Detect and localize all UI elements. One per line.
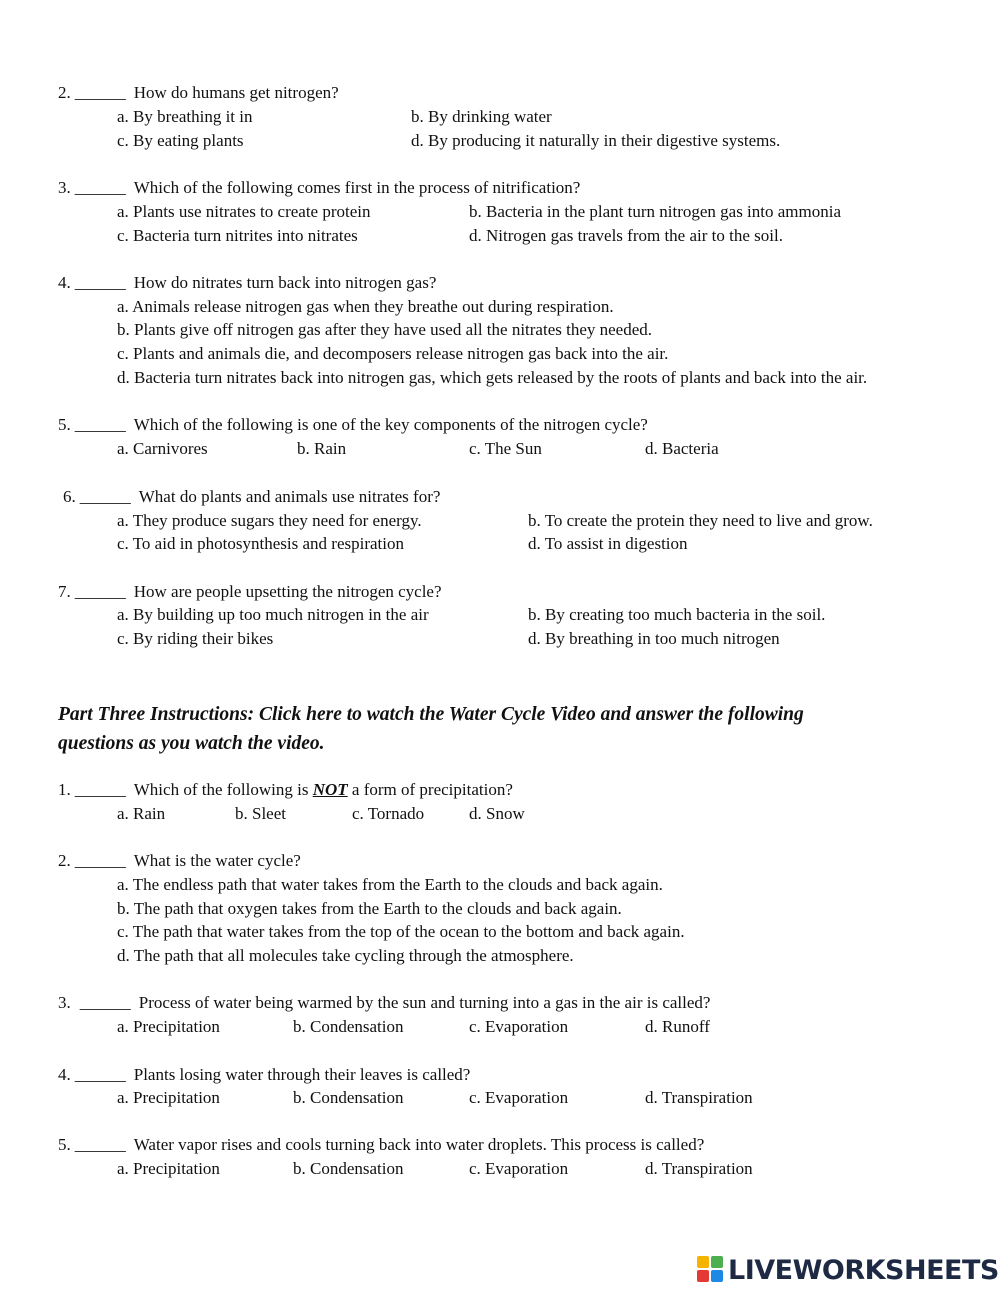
option-d: d. Bacteria turn nitrates back into nitrogen gas, which gets released by the roots of plants and back into the air. <box>117 368 868 387</box>
question-4 <box>58 272 436 294</box>
option-d: d. Transpiration <box>645 1159 753 1178</box>
water-question-5 <box>58 1134 704 1156</box>
logo-text: LIVEWORKSHEETS <box>728 1254 999 1286</box>
option-c: c. Bacteria turn nitrites into nitrates <box>117 226 358 245</box>
question-text: How do humans get nitrogen? <box>133 83 339 102</box>
option-c: c. Evaporation <box>469 1088 569 1107</box>
option-a: a. By building up too much nitrogen in the air <box>117 605 429 624</box>
option-b: b. Bacteria in the plant turn nitrogen gas into ammonia <box>469 202 842 221</box>
question-number: 3. <box>58 178 71 197</box>
question-number: 5. <box>58 415 71 434</box>
emphasis-not: NOT <box>312 780 348 799</box>
option-b: b. Plants give off nitrogen gas after they have used all the nitrates they needed. <box>117 320 653 339</box>
option-c: c. Plants and animals die, and decomposers release nitrogen gas back into the air. <box>117 344 669 363</box>
option-a: a. Rain <box>117 804 166 823</box>
question-number: 7. <box>58 582 71 601</box>
water-question-4 <box>58 1064 470 1086</box>
option-b: b. Condensation <box>293 1088 404 1107</box>
option-c: c. To aid in photosynthesis and respiration <box>117 534 404 553</box>
question-number: 4. <box>58 273 71 292</box>
liveworksheets-logo[interactable] <box>697 1253 999 1287</box>
option-b: b. The path that oxygen takes from the Earth to the clouds and back again. <box>117 899 622 918</box>
option-a: a. By breathing it in <box>117 107 253 126</box>
answer-blank[interactable]: ______ <box>74 273 126 292</box>
question-text: What is the water cycle? <box>133 851 301 870</box>
option-b: b. Condensation <box>293 1159 404 1178</box>
option-d: d. Transpiration <box>645 1088 753 1107</box>
water-question-2 <box>58 850 301 872</box>
option-d: d. The path that all molecules take cycling through the atmosphere. <box>117 946 574 965</box>
option-c: c. By riding their bikes <box>117 629 274 648</box>
option-d: d. Nitrogen gas travels from the air to the soil. <box>469 226 783 245</box>
option-a: a. Precipitation <box>117 1088 220 1107</box>
option-d: d. To assist in digestion <box>528 534 688 553</box>
option-a: a. Animals release nitrogen gas when they breathe out during respiration. <box>117 297 614 316</box>
option-c: c. Tornado <box>352 804 425 823</box>
option-a: a. Precipitation <box>117 1159 220 1178</box>
option-c: c. The Sun <box>469 439 542 458</box>
answer-blank[interactable]: ______ <box>74 415 126 434</box>
question-text: Which of the following is one of the key components of the nitrogen cycle? <box>133 415 648 434</box>
question-text: Plants losing water through their leaves is called? <box>133 1065 471 1084</box>
answer-blank[interactable]: ______ <box>74 780 126 799</box>
option-c: c. By eating plants <box>117 131 244 150</box>
question-6 <box>63 486 440 508</box>
option-b: b. To create the protein they need to live and grow. <box>528 511 873 530</box>
option-d: d. By producing it naturally in their digestive systems. <box>411 131 781 150</box>
option-b: b. Rain <box>297 439 347 458</box>
question-3 <box>58 177 580 199</box>
question-number: 5. <box>58 1135 71 1154</box>
option-d: d. By breathing in too much nitrogen <box>528 629 780 648</box>
question-text: How do nitrates turn back into nitrogen gas? <box>133 273 437 292</box>
question-number: 3. <box>58 993 71 1012</box>
option-a: a. Carnivores <box>117 439 208 458</box>
question-text-end: a form of precipitation? <box>351 780 513 799</box>
question-text: Process of water being warmed by the sun and turning into a gas in the air is called? <box>138 993 711 1012</box>
answer-blank[interactable]: ______ <box>79 993 131 1012</box>
answer-blank[interactable]: ______ <box>74 1065 126 1084</box>
option-b: b. Sleet <box>235 804 286 823</box>
question-2 <box>58 82 339 104</box>
answer-blank[interactable]: ______ <box>79 487 131 506</box>
option-a: a. Precipitation <box>117 1017 220 1036</box>
option-b: b. Condensation <box>293 1017 404 1036</box>
option-d: d. Runoff <box>645 1017 710 1036</box>
question-text: Which of the following comes first in the process of nitrification? <box>133 178 581 197</box>
option-d: d. Snow <box>469 804 525 823</box>
question-number: 2. <box>58 83 71 102</box>
option-a: a. Plants use nitrates to create protein <box>117 202 371 221</box>
water-question-3 <box>58 992 710 1014</box>
question-5 <box>58 414 648 436</box>
answer-blank[interactable]: ______ <box>74 851 126 870</box>
option-b: b. By drinking water <box>411 107 552 126</box>
option-a: a. They produce sugars they need for energy. <box>117 511 422 530</box>
option-c: c. Evaporation <box>469 1159 569 1178</box>
option-c: c. Evaporation <box>469 1017 569 1036</box>
heading-line-2: questions as you watch the video. <box>58 733 325 754</box>
answer-blank[interactable]: ______ <box>74 582 126 601</box>
water-question-1 <box>58 779 513 801</box>
part-three-instructions[interactable] <box>58 700 938 758</box>
question-text: What do plants and animals use nitrates for? <box>138 487 441 506</box>
option-a: a. The endless path that water takes from the Earth to the clouds and back again. <box>117 875 663 894</box>
answer-blank[interactable]: ______ <box>74 1135 126 1154</box>
logo-blocks-icon <box>697 1256 725 1284</box>
question-7 <box>58 581 442 603</box>
question-number: 2. <box>58 851 71 870</box>
answer-blank[interactable]: ______ <box>74 83 126 102</box>
answer-blank[interactable]: ______ <box>74 178 126 197</box>
question-text: How are people upsetting the nitrogen cycle? <box>133 582 442 601</box>
option-c: c. The path that water takes from the top of the ocean to the bottom and back again. <box>117 922 685 941</box>
option-b: b. By creating too much bacteria in the soil. <box>528 605 826 624</box>
question-text: Water vapor rises and cools turning back into water droplets. This process is called? <box>133 1135 705 1154</box>
question-number: 1. <box>58 780 71 799</box>
question-text-start: Which of the following is <box>133 780 309 799</box>
option-d: d. Bacteria <box>645 439 719 458</box>
question-number: 4. <box>58 1065 71 1084</box>
heading-line-1: Part Three Instructions: Click here to watch the Water Cycle Video and answer the following <box>58 704 804 725</box>
question-number: 6. <box>63 487 76 506</box>
